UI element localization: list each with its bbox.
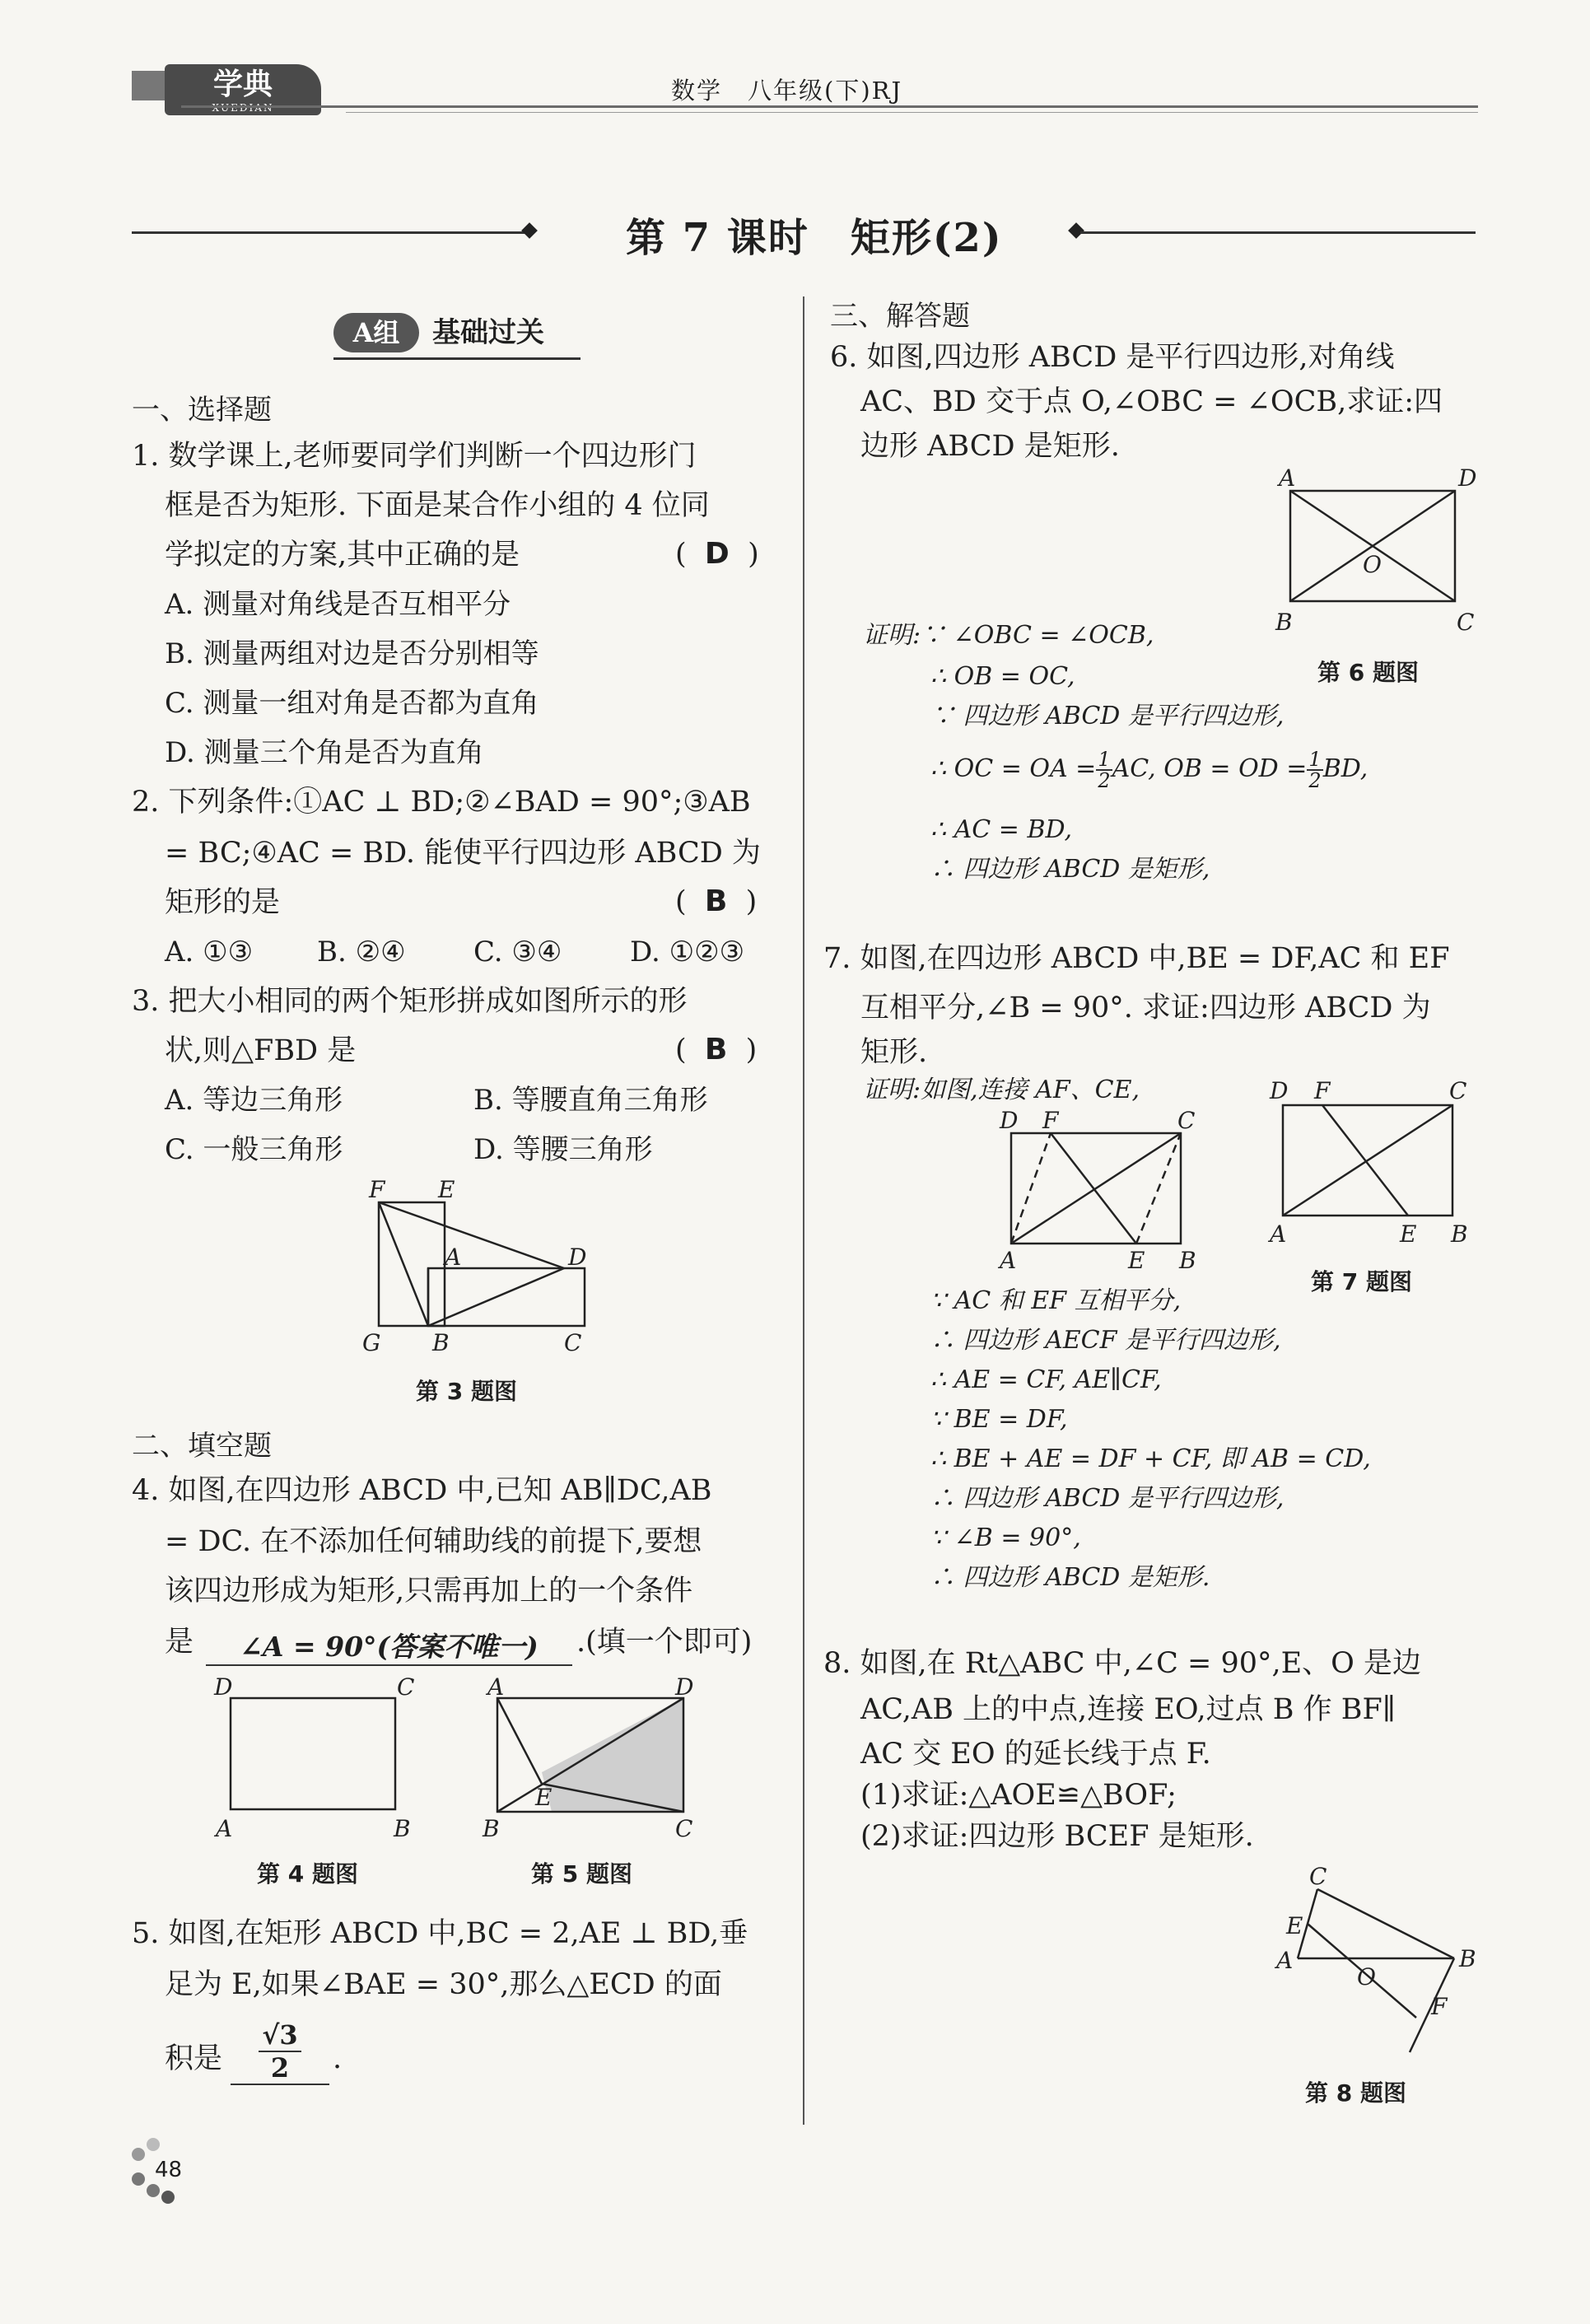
q3-option-d: D. 等腰三角形 xyxy=(473,1133,653,1166)
q4-suffix: .(填一个即可) xyxy=(576,1626,753,1659)
footer-decor-dot xyxy=(147,2138,160,2151)
q7-label-D: D xyxy=(1270,1077,1289,1104)
q6-line-2: AC、BD 交于点 O,∠OBC = ∠OCB,求证:四 xyxy=(860,385,1443,418)
title-diamond-right xyxy=(1068,222,1084,239)
q7-proof-line-5: ∵ BE = DF, xyxy=(930,1405,1068,1434)
q1-line-1: 1. 数学课上,老师要同学们判断一个四边形门 xyxy=(132,440,697,473)
q7-label-C: C xyxy=(1449,1077,1467,1104)
q2-option-d: D. ①②③ xyxy=(630,936,745,968)
q3-label-E: E xyxy=(438,1178,455,1203)
q6-label-A: A xyxy=(1279,464,1296,492)
q1-answer-close: ) xyxy=(748,538,759,571)
q5-answer-blank xyxy=(231,2019,329,2085)
q5-line-2: 足为 E,如果∠BAE = 30°,那么△ECD 的面 xyxy=(165,1968,722,2001)
q3-option-c: C. 一般三角形 xyxy=(165,1133,343,1166)
q3-answer-letter: B xyxy=(704,1033,728,1066)
q5-caption: 第 5 题图 xyxy=(531,1860,632,1888)
q3-label-G: G xyxy=(362,1329,381,1356)
q7-label-E: E xyxy=(1400,1220,1417,1248)
q6-label-B: B xyxy=(1275,609,1293,636)
q5-label-A: A xyxy=(487,1673,505,1701)
q7-proof-line-6: ∴ BE + AE = DF + CF, 即 AB = CD, xyxy=(930,1444,1371,1473)
q7p-label-B: B xyxy=(1179,1247,1196,1274)
q5-prefix: 积是 xyxy=(165,2042,223,2075)
q6-label-C: C xyxy=(1457,609,1475,636)
q2-answer-close: ) xyxy=(745,885,758,918)
q1-answer xyxy=(675,537,759,571)
q6-proof-line-4 xyxy=(930,749,1368,791)
page-title: 第 7 课时 矩形(2) xyxy=(626,215,1003,261)
q7-label-F: F xyxy=(1314,1077,1331,1104)
q7-label-A: A xyxy=(1270,1220,1287,1248)
q8-caption: 第 8 题图 xyxy=(1305,2079,1406,2107)
q5-label-D: D xyxy=(675,1673,694,1701)
q1-option-a: A. 测量对角线是否互相平分 xyxy=(165,588,511,621)
q3-option-b: B. 等腰直角三角形 xyxy=(473,1084,708,1117)
q6-proof-line-1: 证明:∵ ∠OBC = ∠OCB, xyxy=(863,621,1154,650)
page-number: 48 xyxy=(155,2158,183,2182)
q6-label-D: D xyxy=(1458,464,1477,492)
q5-label-B: B xyxy=(483,1815,500,1842)
group-title: 基础过关 xyxy=(432,316,544,349)
q3-answer xyxy=(675,1033,757,1066)
q6-proof-line-4c: BD, xyxy=(1322,754,1369,783)
q3-rect-left xyxy=(379,1202,445,1326)
q4-label-C: C xyxy=(397,1673,415,1701)
q8-label-A: A xyxy=(1276,1947,1294,1974)
q8-line-3: AC 交 EO 的延长线于点 F. xyxy=(860,1738,1211,1771)
q5-answer-numerator: √3 xyxy=(259,2019,301,2052)
q7-proof-line-1: 证明:如图,连接 AF、CE, xyxy=(863,1076,1140,1104)
footer-decor-dot xyxy=(147,2184,160,2197)
q4-line-3: 该四边形成为矩形,只需再加上的一个条件 xyxy=(165,1575,693,1608)
q2-line-1: 2. 下列条件:①AC ⊥ BD;②∠BAD = 90°;③AB xyxy=(132,786,751,819)
q8-label-O: O xyxy=(1357,1963,1376,1990)
logo-text: 学典 xyxy=(212,67,273,101)
q2-line-2: = BC;④AC = BD. 能使平行四边形 ABCD 为 xyxy=(165,837,761,870)
q6-frac-1: $\frac{1}{2}$ xyxy=(1098,748,1111,792)
q6-proof-line-4b: AC, OB = OD = xyxy=(1112,754,1308,783)
header-decor-bar xyxy=(132,71,168,100)
q2-answer-letter: B xyxy=(704,884,728,918)
footer-decor-dot xyxy=(132,2148,145,2161)
q7-proof-line-8: ∵ ∠B = 90°, xyxy=(930,1524,1081,1552)
section-choice: 一、选择题 xyxy=(132,394,272,427)
q4-label-A: A xyxy=(216,1815,233,1842)
q4-label-D: D xyxy=(214,1673,233,1701)
title-diamond-left xyxy=(521,222,538,239)
q4-caption: 第 4 题图 xyxy=(257,1860,358,1888)
q3-option-a: A. 等边三角形 xyxy=(165,1084,343,1117)
q2-option-a: A. ①③ xyxy=(165,936,254,968)
q8-line-2: AC,AB 上的中点,连接 EO,过点 B 作 BF∥ xyxy=(860,1693,1396,1726)
q3-label-F: F xyxy=(369,1178,385,1203)
q8-label-C: C xyxy=(1309,1863,1327,1890)
q5-line-1: 5. 如图,在矩形 ABCD 中,BC = 2,AE ⊥ BD,垂 xyxy=(132,1917,748,1950)
q1-option-b: B. 测量两组对边是否分别相等 xyxy=(165,637,539,670)
q5-figure xyxy=(478,1672,716,1845)
q3-rect-right xyxy=(428,1268,585,1326)
q3-label-A: A xyxy=(445,1244,462,1271)
q4-answer: ∠A = 90°(答案不唯一) xyxy=(240,1631,539,1663)
q3-label-B: B xyxy=(432,1329,450,1356)
q1-answer-open: ( xyxy=(675,538,687,571)
q4-prefix: 是 xyxy=(165,1626,194,1659)
q8-line-4: (1)求证:△AOE≌△BOF; xyxy=(860,1779,1177,1812)
q4-line-2: = DC. 在不添加任何辅助线的前提下,要想 xyxy=(165,1525,702,1558)
q7-line-2: 互相平分,∠B = 90°. 求证:四边形 ABCD 为 xyxy=(860,992,1431,1024)
q7-proof-line-4: ∴ AE = CF, AE∥CF, xyxy=(930,1365,1162,1394)
q8-line-5: (2)求证:四边形 BCEF 是矩形. xyxy=(860,1820,1254,1853)
title-rule-right xyxy=(1080,231,1476,234)
q7-line-3: 矩形. xyxy=(860,1036,928,1069)
q3-answer-close: ) xyxy=(745,1034,758,1066)
q3-figure xyxy=(346,1178,618,1359)
q7p-label-F: F xyxy=(1042,1107,1059,1134)
q2-option-b: B. ②④ xyxy=(317,936,406,968)
q3-line-2: 状,则△FBD 是 xyxy=(165,1034,357,1067)
q5-label-E: E xyxy=(535,1784,553,1811)
q6-line-3: 边形 ABCD 是矩形. xyxy=(860,430,1120,463)
q8-label-F: F xyxy=(1431,1993,1448,2020)
q1-line-3: 学拟定的方案,其中正确的是 xyxy=(165,539,520,572)
q6-label-O: O xyxy=(1363,551,1382,578)
section-fill: 二、填空题 xyxy=(132,1430,272,1463)
q6-proof-line-4a: ∴ OC = OA = xyxy=(930,754,1097,783)
q3-line-1: 3. 把大小相同的两个矩形拼成如图所示的形 xyxy=(132,985,688,1018)
q4-rectangle xyxy=(231,1698,395,1809)
q7p-label-D: D xyxy=(1000,1107,1019,1134)
q5-shaded-region xyxy=(542,1698,683,1812)
q7-figure xyxy=(1260,1071,1490,1252)
group-underline xyxy=(333,357,581,360)
q6-caption: 第 6 题图 xyxy=(1317,659,1419,686)
q8-label-B: B xyxy=(1459,1945,1476,1972)
q4-figure xyxy=(206,1672,420,1845)
q7p-label-A: A xyxy=(1000,1247,1017,1274)
q5-answer-denominator: 2 xyxy=(270,2052,290,2084)
header-rule-thin xyxy=(346,112,1478,113)
q2-line-3: 矩形的是 xyxy=(165,886,281,919)
q7-proof-line-3: ∴ 四边形 AECF 是平行四边形, xyxy=(930,1326,1281,1355)
column-divider xyxy=(803,296,804,2125)
q8-label-E: E xyxy=(1286,1912,1303,1939)
q6-figure xyxy=(1264,461,1494,642)
q1-option-d: D. 测量三个角是否为直角 xyxy=(165,736,484,769)
q2-answer xyxy=(675,884,757,918)
logo-subtext: XUEDIAN xyxy=(212,102,274,114)
q7-proof-line-2: ∵ AC 和 EF 互相平分, xyxy=(930,1286,1182,1315)
q6-proof-line-2: ∴ OB = OC, xyxy=(930,662,1075,691)
q3-label-D: D xyxy=(568,1244,587,1271)
header-subject: 数学 八年级(下)RJ xyxy=(671,77,903,105)
q1-option-c: C. 测量一组对角是否都为直角 xyxy=(165,687,539,720)
q7p-label-C: C xyxy=(1177,1107,1196,1134)
q6-proof-line-3: ∵ 四边形 ABCD 是平行四边形, xyxy=(930,702,1285,730)
q6-proof-line-5: ∴ AC = BD, xyxy=(930,815,1073,844)
q4-label-B: B xyxy=(394,1815,411,1842)
q6-line-1: 6. 如图,四边形 ABCD 是平行四边形,对角线 xyxy=(830,341,1395,374)
q1-answer-letter: D xyxy=(704,537,730,571)
q7-caption: 第 7 题图 xyxy=(1311,1268,1412,1295)
q1-line-2: 框是否为矩形. 下面是某合作小组的 4 位同 xyxy=(165,489,710,522)
title-rule-left xyxy=(132,231,527,234)
q7-label-B: B xyxy=(1451,1220,1468,1248)
q8-figure xyxy=(1235,1861,1499,2075)
q8-line-1: 8. 如图,在 Rt△ABC 中,∠C = 90°,E、O 是边 xyxy=(823,1647,1421,1680)
q7-proof-figure xyxy=(988,1104,1219,1276)
q5-label-C: C xyxy=(675,1815,693,1842)
footer-decor-dot xyxy=(161,2191,175,2204)
q7-proof-line-9: ∴ 四边形 ABCD 是矩形. xyxy=(930,1563,1210,1592)
q7-proof-line-7: ∴ 四边形 ABCD 是平行四边形, xyxy=(930,1484,1285,1513)
q3-label-C: C xyxy=(564,1329,582,1356)
q4-answer-blank xyxy=(206,1626,572,1666)
q5-suffix: . xyxy=(333,2042,343,2075)
q6-proof-line-6: ∴ 四边形 ABCD 是矩形, xyxy=(930,855,1210,884)
section-solve: 三、解答题 xyxy=(830,300,970,333)
q3-caption: 第 3 题图 xyxy=(416,1378,517,1405)
q6-frac-2: $\frac{1}{2}$ xyxy=(1308,748,1322,792)
q7p-label-E: E xyxy=(1128,1247,1145,1274)
group-badge xyxy=(333,313,544,357)
footer-decor-dot xyxy=(132,2172,145,2186)
q2-answer-open: ( xyxy=(675,885,687,918)
q2-option-c: C. ③④ xyxy=(473,936,562,968)
q7-line-1: 7. 如图,在四边形 ABCD 中,BE = DF,AC 和 EF xyxy=(823,942,1450,975)
q3-answer-open: ( xyxy=(675,1034,687,1066)
group-badge-label: A组 xyxy=(333,313,419,352)
q4-line-1: 4. 如图,在四边形 ABCD 中,已知 AB∥DC,AB xyxy=(132,1474,712,1507)
